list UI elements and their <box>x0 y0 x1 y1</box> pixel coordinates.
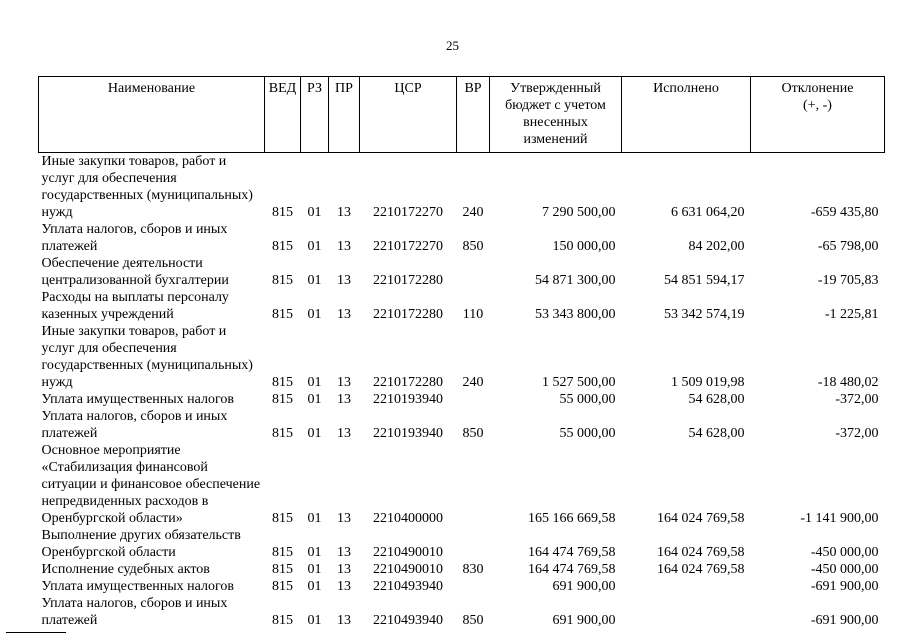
table-row <box>39 289 885 323</box>
table-row <box>39 323 885 391</box>
page-number: 25 <box>446 38 459 53</box>
cell-rz: 01 <box>307 205 322 220</box>
cell-pr: 13 <box>337 392 351 407</box>
table-row <box>39 595 885 629</box>
cell-ved: 815 <box>272 205 293 220</box>
header-deviation: Отклонение (+, -) <box>751 77 885 153</box>
cell-name: Уплата имущественных налогов <box>41 579 234 594</box>
cell-rz: 01 <box>307 307 322 322</box>
cell-executed: 54 628,00 <box>688 426 745 441</box>
cell-rz: 01 <box>307 562 322 577</box>
cell-pr: 13 <box>337 307 351 322</box>
cell-csr: 2210400000 <box>373 511 443 526</box>
cell-executed: 84 202,00 <box>688 239 745 254</box>
cell-name: Основное мероприятие «Стабилизация финансовой ситуации и финансовое обеспечение непредвиденных расходов в Оренбургской области» <box>41 443 261 526</box>
cell-name: Выполнение других обязательств Оренбургской области <box>41 528 241 560</box>
cell-csr: 2210172270 <box>373 205 443 220</box>
cell-pr: 13 <box>337 511 351 526</box>
cell-pr: 13 <box>337 375 351 390</box>
header-rz: РЗ <box>301 77 329 153</box>
cell-deviation: -18 480,02 <box>817 375 879 390</box>
cell-vr: 110 <box>462 307 484 322</box>
cell-deviation: -691 900,00 <box>810 579 879 594</box>
cell-vr <box>457 527 490 561</box>
cell-rz: 01 <box>307 392 322 407</box>
cell-ved: 815 <box>272 545 293 560</box>
header-executed: Исполнено <box>622 77 751 153</box>
table-row <box>39 527 885 561</box>
cell-deviation: -1 141 900,00 <box>800 511 879 526</box>
cell-csr: 2210193940 <box>373 426 443 441</box>
cell-deviation: -450 000,00 <box>810 562 879 577</box>
cell-ved: 815 <box>272 579 293 594</box>
cell-ved: 815 <box>272 239 293 254</box>
cell-csr: 2210490010 <box>373 545 443 560</box>
cell-deviation: -691 900,00 <box>810 613 879 628</box>
cell-vr: 830 <box>462 562 484 577</box>
cell-pr: 13 <box>337 562 351 577</box>
cell-budget: 53 343 800,00 <box>535 307 616 322</box>
cell-executed: 164 024 769,58 <box>657 511 745 526</box>
cell-budget: 691 900,00 <box>552 613 616 628</box>
cell-ved: 815 <box>272 426 293 441</box>
cell-pr: 13 <box>337 273 351 288</box>
cell-ved: 815 <box>272 562 293 577</box>
cell-pr: 13 <box>337 239 351 254</box>
cell-budget: 7 290 500,00 <box>542 205 616 220</box>
cell-pr: 13 <box>337 205 351 220</box>
footnote-rule <box>6 632 66 633</box>
cell-executed: 164 024 769,58 <box>657 545 745 560</box>
cell-executed: 1 509 019,98 <box>671 375 745 390</box>
cell-name: Иные закупки товаров, работ и услуг для обеспечения государственных (муниципальных) нужд <box>41 154 253 220</box>
cell-name: Обеспечение деятельности централизованной бухгалтерии <box>41 256 229 288</box>
cell-vr <box>457 255 490 289</box>
cell-vr <box>457 578 490 595</box>
cell-csr: 2210172280 <box>373 375 443 390</box>
header-ved: ВЕД <box>265 77 301 153</box>
header-csr: ЦСР <box>360 77 457 153</box>
cell-rz: 01 <box>307 511 322 526</box>
table-row <box>39 578 885 595</box>
cell-executed <box>622 578 751 595</box>
cell-budget: 691 900,00 <box>552 579 616 594</box>
header-vr: ВР <box>457 77 490 153</box>
cell-vr: 240 <box>462 375 484 390</box>
cell-ved: 815 <box>272 273 293 288</box>
table-row <box>39 408 885 442</box>
cell-vr: 850 <box>462 613 484 628</box>
cell-vr: 850 <box>462 239 484 254</box>
cell-budget: 164 474 769,58 <box>528 545 616 560</box>
cell-csr: 2210172280 <box>373 307 443 322</box>
cell-vr <box>457 391 490 408</box>
cell-budget: 1 527 500,00 <box>542 375 616 390</box>
table-row <box>39 153 885 222</box>
cell-budget: 165 166 669,58 <box>528 511 616 526</box>
cell-rz: 01 <box>307 426 322 441</box>
cell-csr: 2210493940 <box>373 613 443 628</box>
cell-ved: 815 <box>272 307 293 322</box>
cell-name: Уплата налогов, сборов и иных платежей <box>41 222 228 254</box>
table-header-row <box>39 77 885 153</box>
cell-deviation: -65 798,00 <box>817 239 879 254</box>
cell-name: Исполнение судебных актов <box>41 562 210 577</box>
cell-rz: 01 <box>307 375 322 390</box>
table-row <box>39 221 885 255</box>
header-pr: ПР <box>329 77 360 153</box>
cell-deviation: -1 225,81 <box>824 307 879 322</box>
table-row <box>39 255 885 289</box>
cell-budget: 55 000,00 <box>559 392 616 407</box>
cell-pr: 13 <box>337 579 351 594</box>
cell-executed: 54 851 594,17 <box>664 273 745 288</box>
cell-rz: 01 <box>307 613 322 628</box>
cell-vr: 850 <box>462 426 484 441</box>
cell-pr: 13 <box>337 613 351 628</box>
table-row <box>39 561 885 578</box>
cell-name: Иные закупки товаров, работ и услуг для обеспечения государственных (муниципальных) нужд <box>41 324 253 390</box>
cell-deviation: -372,00 <box>835 426 879 441</box>
budget-table <box>38 76 885 629</box>
cell-deviation: -659 435,80 <box>810 205 879 220</box>
cell-ved: 815 <box>272 375 293 390</box>
cell-name: Уплата налогов, сборов и иных платежей <box>41 596 228 628</box>
cell-rz: 01 <box>307 239 322 254</box>
cell-csr: 2210490010 <box>373 562 443 577</box>
cell-deviation: -372,00 <box>835 392 879 407</box>
cell-deviation: -450 000,00 <box>810 545 879 560</box>
cell-csr: 2210172270 <box>373 239 443 254</box>
cell-rz: 01 <box>307 545 322 560</box>
cell-budget: 150 000,00 <box>552 239 616 254</box>
cell-budget: 54 871 300,00 <box>535 273 616 288</box>
cell-executed <box>622 595 751 629</box>
cell-csr: 2210172280 <box>373 273 443 288</box>
cell-deviation: -19 705,83 <box>817 273 879 288</box>
cell-name: Расходы на выплаты персоналу казенных учреждений <box>41 290 229 322</box>
cell-name: Уплата имущественных налогов <box>41 392 234 407</box>
cell-csr: 2210493940 <box>373 579 443 594</box>
cell-ved: 815 <box>272 392 293 407</box>
cell-vr <box>457 442 490 527</box>
header-budget: Утвержденный бюджет с учетом внесенных изменений <box>490 77 622 153</box>
cell-rz: 01 <box>307 273 322 288</box>
cell-ved: 815 <box>272 613 293 628</box>
cell-ved: 815 <box>272 511 293 526</box>
cell-executed: 6 631 064,20 <box>671 205 745 220</box>
cell-executed: 54 628,00 <box>688 392 745 407</box>
cell-executed: 164 024 769,58 <box>657 562 745 577</box>
cell-pr: 13 <box>337 426 351 441</box>
table-row <box>39 391 885 408</box>
cell-vr: 240 <box>462 205 484 220</box>
cell-executed: 53 342 574,19 <box>664 307 745 322</box>
cell-budget: 164 474 769,58 <box>528 562 616 577</box>
cell-csr: 2210193940 <box>373 392 443 407</box>
cell-pr: 13 <box>337 545 351 560</box>
table-row <box>39 442 885 527</box>
header-name: Наименование <box>39 77 265 153</box>
cell-budget: 55 000,00 <box>559 426 616 441</box>
cell-name: Уплата налогов, сборов и иных платежей <box>41 409 228 441</box>
cell-rz: 01 <box>307 579 322 594</box>
